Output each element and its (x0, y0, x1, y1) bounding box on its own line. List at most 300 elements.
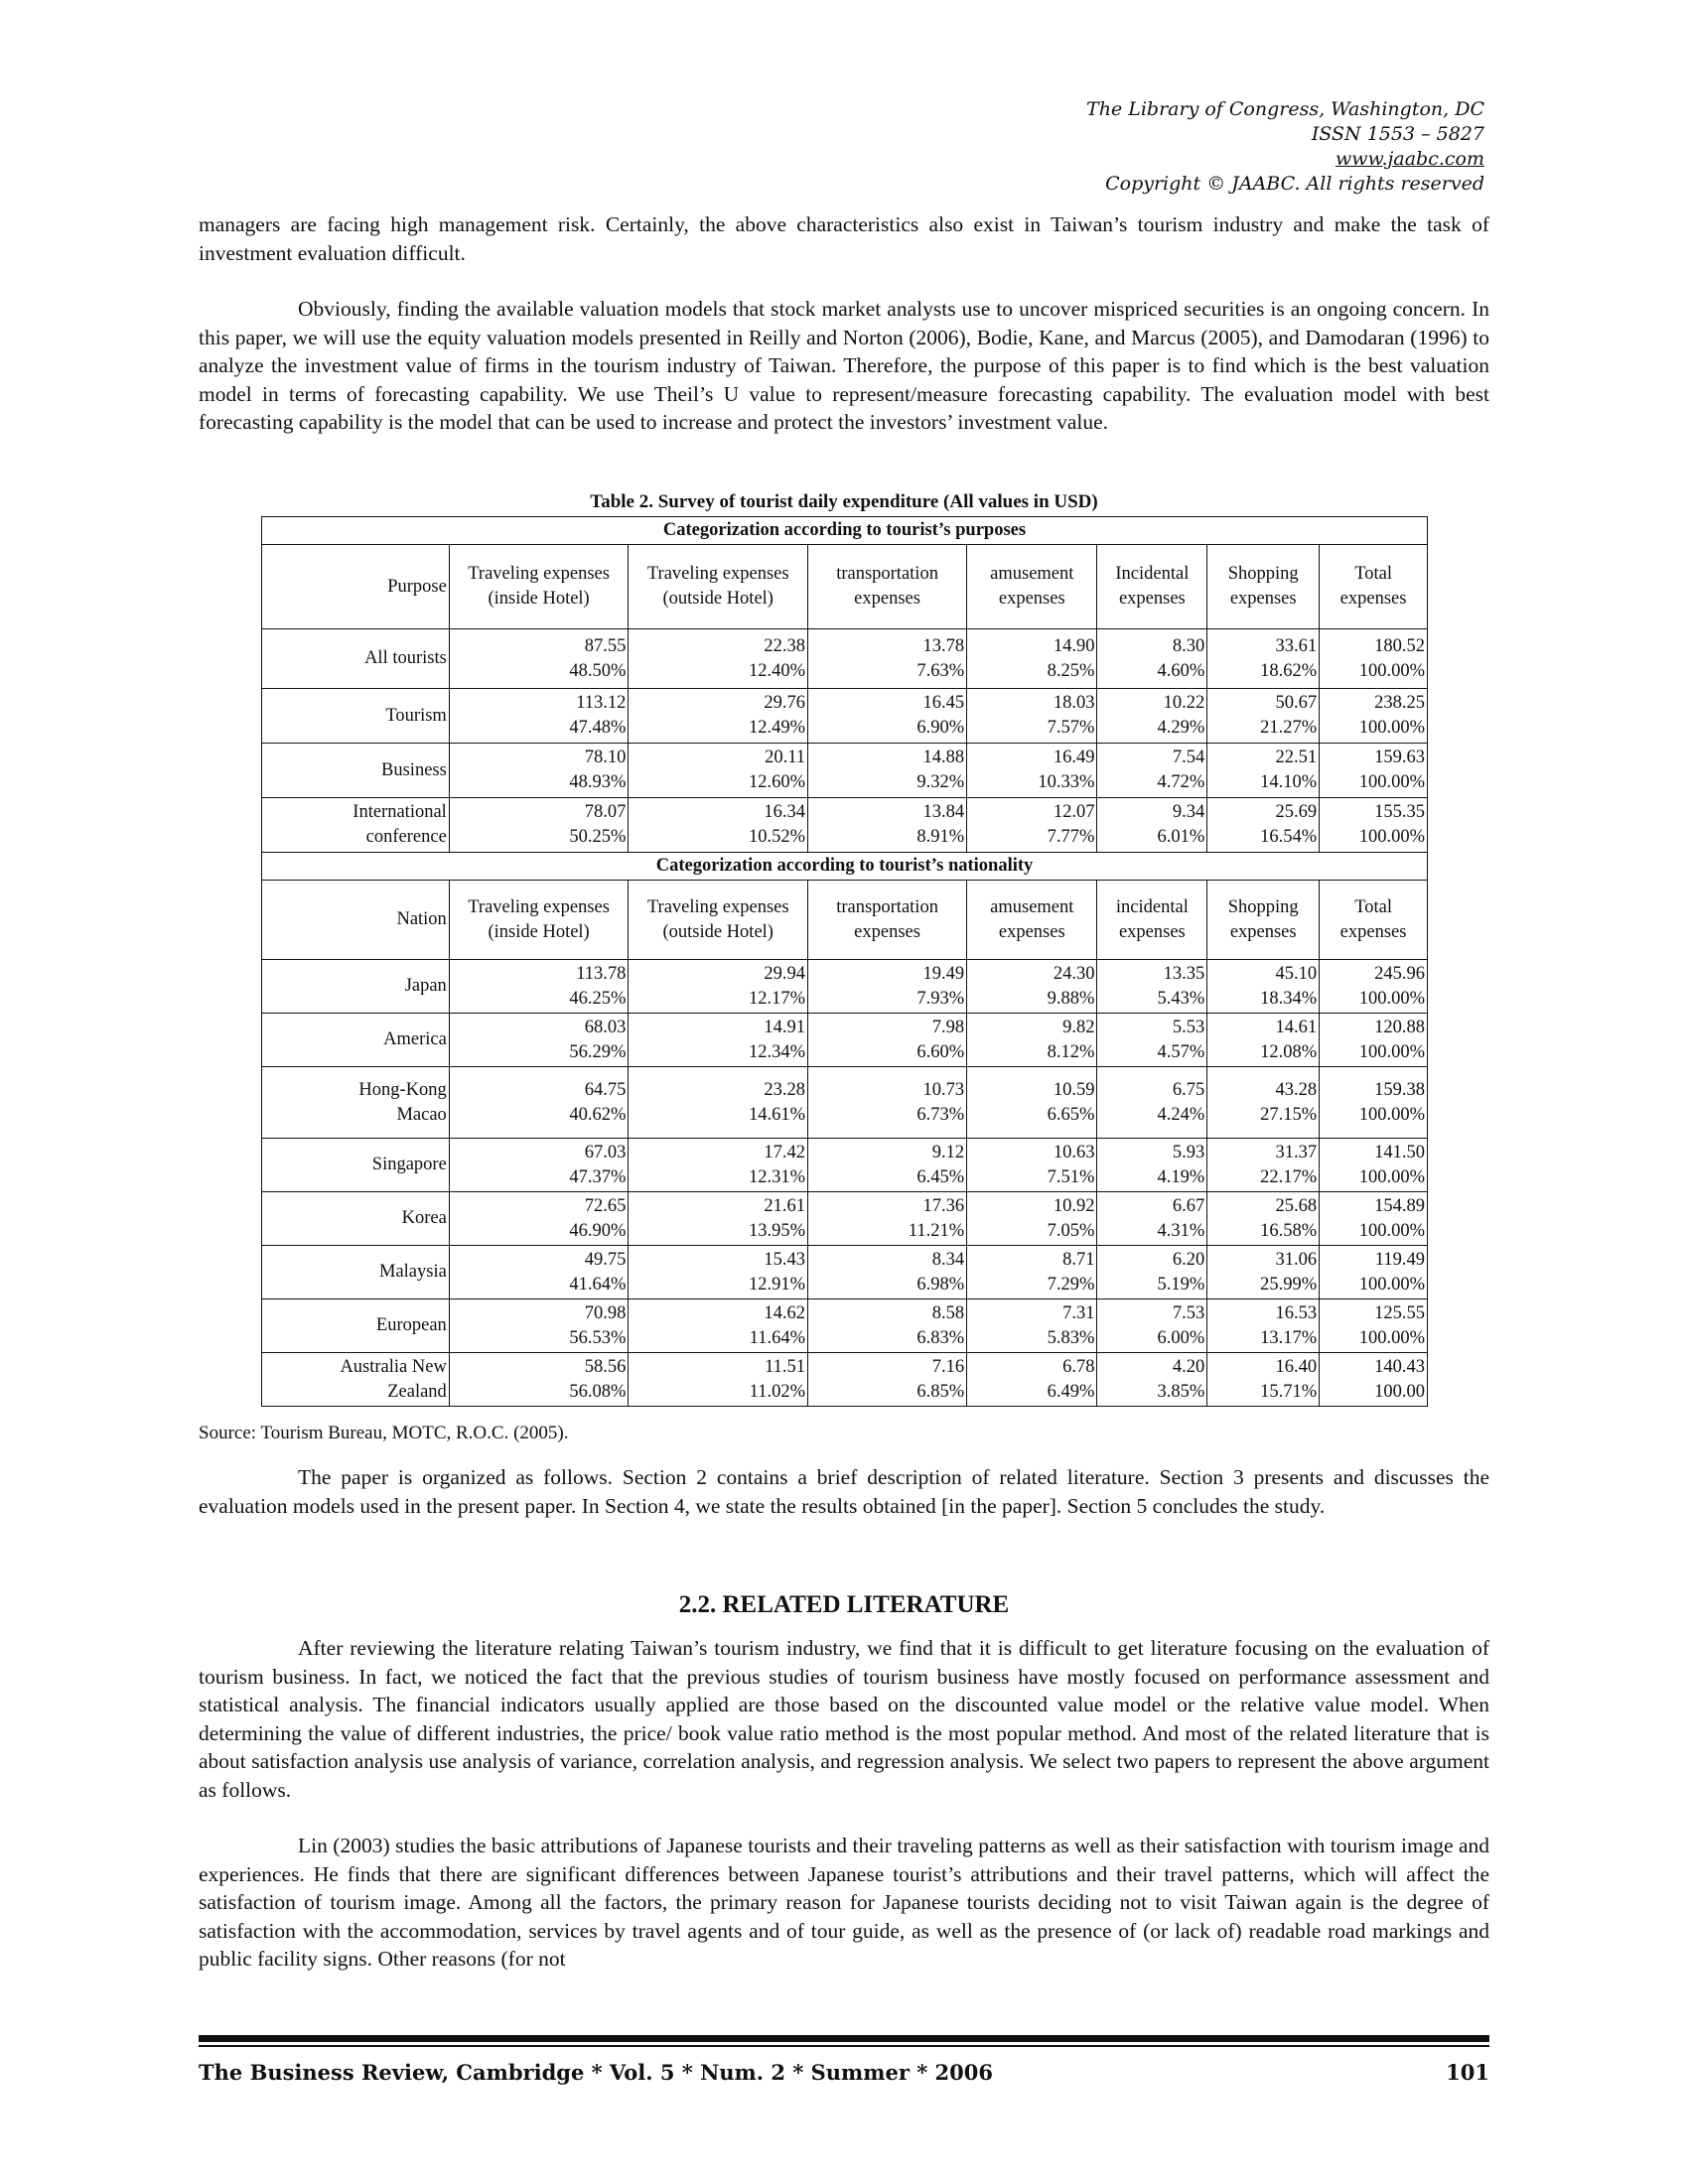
column-header (1207, 881, 1320, 960)
cell-value: 25.69 (1275, 802, 1318, 822)
cell-value: 8.58 (931, 1302, 965, 1323)
table-row (262, 1014, 1428, 1067)
cell-percentage: 100.00% (1358, 772, 1425, 792)
table-cell (967, 1067, 1097, 1139)
column-header-line: (outside Hotel) (662, 921, 774, 942)
table-row (262, 744, 1428, 798)
cell-percentage: 100.00% (1358, 988, 1425, 1009)
table-row (262, 1192, 1428, 1246)
cell-value: 16.49 (1053, 748, 1095, 767)
table-cell (1320, 1299, 1428, 1353)
table-cell (629, 629, 808, 689)
cell-percentage: 5.19% (1157, 1274, 1205, 1295)
table-cell (449, 960, 629, 1014)
column-header-line: expenses (1229, 921, 1297, 942)
header-library: The Library of Congress, Washington, DC (1086, 98, 1484, 120)
header-website-link[interactable]: www.jaabc.com (1335, 148, 1484, 170)
footer-rule (199, 2035, 1489, 2042)
cell-value: 43.28 (1275, 1079, 1318, 1100)
table-cell (449, 1246, 629, 1299)
column-header-line: Traveling expenses (468, 564, 610, 584)
cell-percentage: 41.64% (569, 1274, 627, 1295)
table-cell (629, 1353, 808, 1407)
table-cell (629, 744, 808, 798)
cell-percentage: 7.63% (916, 660, 965, 681)
row-label (262, 1353, 450, 1407)
cell-value: 113.12 (576, 693, 627, 713)
table-cell (808, 629, 967, 689)
page-footer (199, 2060, 1489, 2085)
cell-value: 33.61 (1275, 635, 1318, 656)
column-header (967, 545, 1097, 629)
paragraph: After reviewing the literature relating Taiwan’s tourism industry, we find that it is difficult to get literature focusing on the evaluation of tourism business. In fact, we noticed the fact that the previous studies of tourism business have mostly focused on performance assessment and statistical analysis. The financial indicators usually applied are those based on the discounted value model or the relative value model. When determining the value of different industries, the price/ book value ratio method is the most popular method. And most of the related literature that is about satisfaction analysis use analysis of variance, correlation analysis, and regression analysis. We select two papers to represent the above argument as follows. (199, 1636, 1489, 1802)
cell-value: 14.61 (1275, 1017, 1318, 1037)
cell-percentage: 8.12% (1047, 1041, 1095, 1062)
cell-percentage: 100.00% (1358, 1327, 1425, 1348)
cell-percentage: 9.88% (1047, 988, 1095, 1009)
table-cell (1320, 798, 1428, 853)
table-cell (1320, 1067, 1428, 1139)
cell-percentage: 8.25% (1047, 660, 1095, 681)
column-header (1097, 545, 1207, 629)
cell-percentage: 9.32% (916, 772, 965, 792)
column-header (1207, 545, 1320, 629)
cell-value: 154.89 (1374, 1195, 1425, 1216)
column-header (629, 545, 808, 629)
cell-value: 29.76 (764, 693, 806, 713)
cell-percentage: 15.71% (1260, 1381, 1318, 1402)
cell-percentage: 18.34% (1260, 988, 1318, 1009)
cell-percentage: 16.58% (1260, 1220, 1318, 1241)
column-header-line: incidental (1115, 896, 1189, 917)
cell-percentage: 5.43% (1157, 988, 1205, 1009)
table-cell (1207, 1139, 1320, 1192)
cell-percentage: 12.91% (748, 1274, 806, 1295)
table-cell (1207, 1353, 1320, 1407)
table-row (262, 689, 1428, 744)
cell-value: 7.31 (1062, 1302, 1095, 1323)
cell-value: 155.35 (1374, 802, 1425, 822)
table-cell (1097, 1192, 1207, 1246)
paragraph: Obviously, finding the available valuation models that stock market analysts use to uncover mispriced securities is an ongoing concern. In this paper, we will use the equity valuation models presented in Reilly and Norton (2006), Bodie, Kane, and Marcus (2005), and Damodaran (1996) to analyze the investment value of firms in the tourism industry of Taiwan. Therefore, the purpose of this paper is to find which is the best valuation model in terms of forecasting capability. We use Theil’s U value to represent/measure forecasting capability. The evaluation model with best forecasting capability is the model that can be used to increase and protect the investors’ investment value. (199, 297, 1489, 434)
table-cell (449, 1299, 629, 1353)
cell-percentage: 13.17% (1260, 1327, 1318, 1348)
column-header-line: Traveling expenses (646, 896, 789, 917)
cell-percentage: 3.85% (1157, 1381, 1205, 1402)
cell-percentage: 12.60% (748, 772, 806, 792)
cell-percentage: 12.31% (748, 1166, 806, 1187)
column-header-line: (outside Hotel) (662, 589, 774, 609)
cell-value: 7.53 (1172, 1302, 1205, 1323)
cell-percentage: 13.95% (748, 1220, 806, 1241)
cell-value: 10.63 (1053, 1142, 1095, 1162)
table-cell (808, 1299, 967, 1353)
cell-value: 22.51 (1275, 748, 1318, 767)
table-cell (449, 629, 629, 689)
column-header-line: Traveling expenses (468, 896, 610, 917)
cell-percentage: 7.93% (916, 988, 965, 1009)
cell-percentage: 11.21% (908, 1220, 965, 1241)
footer-rule (199, 2045, 1489, 2047)
table-cell (1320, 629, 1428, 689)
nationality-section-title: Categorization according to tourist’s nationality (262, 853, 1428, 881)
table-cell (808, 1067, 967, 1139)
cell-value: 245.96 (1374, 963, 1425, 984)
cell-value: 58.56 (584, 1356, 627, 1377)
column-header (1097, 881, 1207, 960)
cell-percentage: 47.37% (569, 1166, 627, 1187)
cell-value: 141.50 (1374, 1142, 1425, 1162)
cell-percentage: 100.00% (1358, 718, 1425, 738)
table-cell (1097, 689, 1207, 744)
cell-value: 29.94 (764, 963, 806, 984)
table-cell (1207, 1192, 1320, 1246)
table-cell (1097, 1139, 1207, 1192)
cell-percentage: 56.08% (569, 1381, 627, 1402)
table-cell (967, 1192, 1097, 1246)
cell-value: 140.43 (1374, 1356, 1425, 1377)
purpose-section (262, 517, 1428, 853)
intro-text (199, 210, 1489, 437)
cell-percentage: 4.57% (1157, 1041, 1205, 1062)
nationality-section (262, 853, 1428, 1407)
table-cell (808, 1192, 967, 1246)
cell-percentage: 56.53% (569, 1327, 627, 1348)
cell-percentage: 4.19% (1157, 1166, 1205, 1187)
table-cell (1320, 1139, 1428, 1192)
cell-value: 78.07 (584, 802, 627, 822)
cell-value: 120.88 (1374, 1017, 1425, 1037)
cell-percentage: 7.77% (1047, 827, 1095, 847)
table-cell (1097, 1353, 1207, 1407)
cell-value: 159.63 (1374, 748, 1425, 767)
column-header-line: (inside Hotel) (488, 589, 590, 609)
cell-value: 238.25 (1374, 693, 1425, 713)
cell-percentage: 100.00% (1358, 1166, 1425, 1187)
table-cell (1207, 744, 1320, 798)
cell-value: 22.38 (764, 635, 806, 656)
cell-value: 31.37 (1275, 1142, 1318, 1162)
table-cell (1097, 798, 1207, 853)
row-label-line: Singapore (371, 1155, 447, 1174)
cell-value: 13.84 (922, 802, 965, 822)
cell-percentage: 18.62% (1260, 660, 1318, 681)
column-header-line: expenses (1229, 589, 1297, 609)
paragraph: Lin (2003) studies the basic attributions of Japanese tourists and their traveling patterns as well as their satisfaction with tourism image and experiences. He finds that there are significant differences between Japanese tourist’s attributions and their travel patterns, which will affect the satisfaction of tourism image. Among all the factors, the primary reason for Japanese tourists deciding not to visit Taiwan again is the degree of satisfaction with the accommodation, services by travel agents and of tour guide, as well as the presence of (or lack of) readable road markings and public facility signs. Other reasons (for not (199, 1834, 1489, 1971)
cell-value: 113.78 (576, 963, 627, 984)
column-header-line: expenses (1118, 589, 1186, 609)
column-header-line: Total (1354, 564, 1392, 584)
table-cell (629, 798, 808, 853)
row-label-line: Australia New (340, 1356, 447, 1377)
cell-percentage: 100.00% (1358, 827, 1425, 847)
table-cell (629, 689, 808, 744)
purpose-column-label: Purpose (262, 545, 450, 629)
cell-percentage: 25.99% (1260, 1274, 1318, 1295)
header-issn: ISSN 1553 – 5827 (1311, 123, 1484, 145)
table-cell (808, 1014, 967, 1067)
cell-value: 119.49 (1374, 1249, 1425, 1270)
cell-value: 4.20 (1172, 1356, 1205, 1377)
cell-percentage: 12.40% (748, 660, 806, 681)
cell-percentage: 7.05% (1047, 1220, 1095, 1241)
column-header-line: amusement (990, 896, 1074, 917)
table-cell (1320, 1246, 1428, 1299)
row-label (262, 1014, 450, 1067)
cell-value: 9.12 (931, 1142, 965, 1162)
cell-value: 14.88 (922, 748, 965, 767)
cell-percentage: 11.64% (749, 1327, 806, 1348)
cell-value: 13.78 (922, 635, 965, 656)
table-cell (967, 689, 1097, 744)
row-label-line: Business (381, 759, 447, 780)
table-row (262, 960, 1428, 1014)
table-cell (629, 1246, 808, 1299)
cell-value: 23.28 (764, 1079, 806, 1100)
table-cell (1207, 1246, 1320, 1299)
table-cell (808, 1139, 967, 1192)
column-header (967, 881, 1097, 960)
table-cell (449, 1353, 629, 1407)
row-label (262, 1246, 450, 1299)
cell-percentage: 4.60% (1157, 660, 1205, 681)
row-label (262, 1139, 450, 1192)
cell-percentage: 6.83% (916, 1327, 965, 1348)
row-label (262, 689, 450, 744)
cell-percentage: 11.02% (749, 1381, 806, 1402)
table-cell (449, 798, 629, 853)
cell-value: 5.93 (1172, 1142, 1205, 1162)
table-cell (449, 1139, 629, 1192)
table-cell (808, 689, 967, 744)
column-header (449, 545, 629, 629)
nation-column-label: Nation (262, 881, 450, 960)
column-header-line: expenses (998, 589, 1065, 609)
cell-percentage: 6.60% (916, 1041, 965, 1062)
cell-percentage: 8.91% (916, 827, 965, 847)
column-header-line: expenses (998, 921, 1065, 942)
cell-percentage: 4.31% (1157, 1220, 1205, 1241)
table-cell (967, 1014, 1097, 1067)
cell-value: 19.49 (922, 963, 965, 984)
table-row (262, 1246, 1428, 1299)
table-cell (1097, 1246, 1207, 1299)
row-label-line: Malaysia (379, 1262, 447, 1282)
table-row (262, 1299, 1428, 1353)
cell-percentage: 100.00% (1358, 660, 1425, 681)
cell-percentage: 4.29% (1157, 718, 1205, 738)
page-number: 101 (1446, 2060, 1489, 2085)
table-row (262, 1139, 1428, 1192)
table-cell (629, 1067, 808, 1139)
column-header-line: (inside Hotel) (488, 921, 590, 942)
table-cell (967, 1246, 1097, 1299)
row-label (262, 1192, 450, 1246)
column-header (449, 881, 629, 960)
cell-percentage: 47.48% (569, 718, 627, 738)
cell-value: 159.38 (1374, 1079, 1425, 1100)
cell-percentage: 6.65% (1047, 1104, 1095, 1125)
cell-percentage: 46.25% (569, 988, 627, 1009)
column-header-line: transportation (836, 896, 938, 917)
cell-percentage: 7.29% (1047, 1274, 1095, 1295)
column-header (629, 881, 808, 960)
cell-value: 50.67 (1275, 693, 1318, 713)
cell-percentage: 50.25% (569, 827, 627, 847)
table-row (262, 798, 1428, 853)
cell-value: 25.68 (1275, 1195, 1318, 1216)
cell-percentage: 12.17% (748, 988, 806, 1009)
table-cell (449, 1067, 629, 1139)
cell-percentage: 100.00% (1358, 1274, 1425, 1295)
column-header-line: transportation (836, 564, 938, 584)
cell-percentage: 48.50% (569, 660, 627, 681)
cell-percentage: 6.01% (1157, 827, 1205, 847)
table-cell (967, 1353, 1097, 1407)
cell-value: 7.98 (931, 1017, 965, 1037)
cell-value: 9.82 (1062, 1017, 1095, 1037)
table-cell (1320, 1014, 1428, 1067)
cell-value: 180.52 (1374, 635, 1425, 656)
row-label (262, 744, 450, 798)
table-cell (1097, 1299, 1207, 1353)
paragraph: managers are facing high management risk. Certainly, the above characteristics also exist in Taiwan’s tourism industry and make the task of investment evaluation difficult. (199, 212, 1489, 265)
cell-value: 18.03 (1053, 693, 1095, 713)
cell-value: 8.30 (1172, 635, 1205, 656)
table-cell (1207, 1014, 1320, 1067)
table-cell (449, 1014, 629, 1067)
cell-value: 6.20 (1172, 1249, 1205, 1270)
row-label-line: Zealand (387, 1381, 447, 1402)
column-header (1320, 545, 1428, 629)
cell-value: 70.98 (584, 1302, 627, 1323)
column-header-line: expenses (1339, 589, 1407, 609)
table-row (262, 1067, 1428, 1139)
cell-percentage: 4.72% (1157, 772, 1205, 792)
column-header-line: expenses (854, 589, 920, 609)
cell-value: 7.54 (1172, 748, 1205, 767)
column-header (1320, 881, 1428, 960)
table-cell (1207, 629, 1320, 689)
table-cell (967, 960, 1097, 1014)
cell-value: 125.55 (1374, 1302, 1425, 1323)
cell-percentage: 40.62% (569, 1104, 627, 1125)
column-header (808, 545, 967, 629)
table-cell (967, 1139, 1097, 1192)
table-cell (629, 1299, 808, 1353)
cell-value: 14.62 (764, 1302, 806, 1323)
row-label-line: Tourism (385, 705, 447, 726)
cell-percentage: 100.00% (1358, 1220, 1425, 1241)
cell-value: 20.11 (765, 748, 806, 767)
cell-value: 11.51 (765, 1356, 806, 1377)
table-row (262, 629, 1428, 689)
cell-percentage: 7.51% (1047, 1166, 1095, 1187)
cell-value: 67.03 (584, 1142, 627, 1162)
row-label-line: Japan (404, 976, 447, 996)
cell-percentage: 10.33% (1038, 772, 1095, 792)
table-cell (967, 629, 1097, 689)
table-cell (967, 798, 1097, 853)
column-header-line: Shopping (1227, 896, 1299, 917)
cell-value: 6.78 (1062, 1356, 1095, 1377)
cell-value: 10.92 (1053, 1195, 1095, 1216)
cell-percentage: 12.34% (748, 1041, 806, 1062)
cell-value: 15.43 (764, 1249, 806, 1270)
section-heading: 2.2. RELATED LITERATURE (678, 1591, 1010, 1618)
table-cell (967, 1299, 1097, 1353)
cell-value: 10.59 (1053, 1079, 1095, 1100)
table-cell (1207, 1067, 1320, 1139)
cell-percentage: 12.08% (1260, 1041, 1318, 1062)
cell-value: 16.53 (1275, 1302, 1318, 1323)
row-label (262, 629, 450, 689)
literature-text (199, 1634, 1489, 1974)
cell-value: 72.65 (584, 1195, 627, 1216)
cell-value: 16.34 (764, 802, 806, 822)
table-cell (1097, 1014, 1207, 1067)
cell-value: 17.42 (764, 1142, 806, 1162)
column-header-line: expenses (1118, 921, 1186, 942)
row-label-line: All tourists (364, 648, 447, 668)
table-caption: Table 2. Survey of tourist daily expenditure (All values in USD) (590, 491, 1098, 512)
cell-value: 10.73 (922, 1079, 965, 1100)
header-copyright: Copyright © JAABC. All rights reserved (1105, 173, 1484, 195)
row-label-line: conference (365, 827, 447, 847)
column-header-line: Traveling expenses (646, 564, 789, 584)
row-label (262, 960, 450, 1014)
cell-percentage: 14.61% (748, 1104, 806, 1125)
organization-text (199, 1463, 1489, 1520)
cell-percentage: 14.10% (1260, 772, 1318, 792)
table-cell (629, 1139, 808, 1192)
table-cell (1097, 629, 1207, 689)
table-cell (808, 798, 967, 853)
table-cell (1097, 960, 1207, 1014)
cell-value: 13.35 (1163, 963, 1205, 984)
cell-percentage: 10.52% (748, 827, 806, 847)
table-cell (808, 744, 967, 798)
cell-value: 16.45 (922, 693, 965, 713)
footer-journal: The Business Review, Cambridge * Vol. 5 * Num. 2 * Summer * 2006 (199, 2060, 993, 2085)
column-header-line: Incidental (1115, 564, 1190, 584)
table-cell (1097, 1067, 1207, 1139)
row-label-line: Hong-Kong (358, 1079, 447, 1100)
cell-percentage: 6.73% (916, 1104, 965, 1125)
cell-percentage: 27.15% (1260, 1104, 1318, 1125)
table-cell (1207, 689, 1320, 744)
cell-percentage: 21.27% (1260, 718, 1318, 738)
cell-percentage: 6.49% (1047, 1381, 1095, 1402)
cell-percentage: 100.00 (1374, 1381, 1425, 1402)
cell-value: 24.30 (1053, 963, 1095, 984)
row-label (262, 1299, 450, 1353)
row-label-line: European (375, 1315, 447, 1335)
row-label (262, 798, 450, 853)
cell-percentage: 48.93% (569, 772, 627, 792)
cell-value: 17.36 (922, 1195, 965, 1216)
table-cell (967, 744, 1097, 798)
row-label (262, 1067, 450, 1139)
table-cell (629, 1014, 808, 1067)
table-cell (1320, 689, 1428, 744)
table-cell (449, 744, 629, 798)
cell-value: 68.03 (584, 1017, 627, 1037)
table-source: Source: Tourism Bureau, MOTC, R.O.C. (2005). (199, 1423, 569, 1443)
cell-percentage: 100.00% (1358, 1041, 1425, 1062)
column-header-line: expenses (854, 921, 920, 942)
column-header-line: Shopping (1227, 564, 1299, 584)
